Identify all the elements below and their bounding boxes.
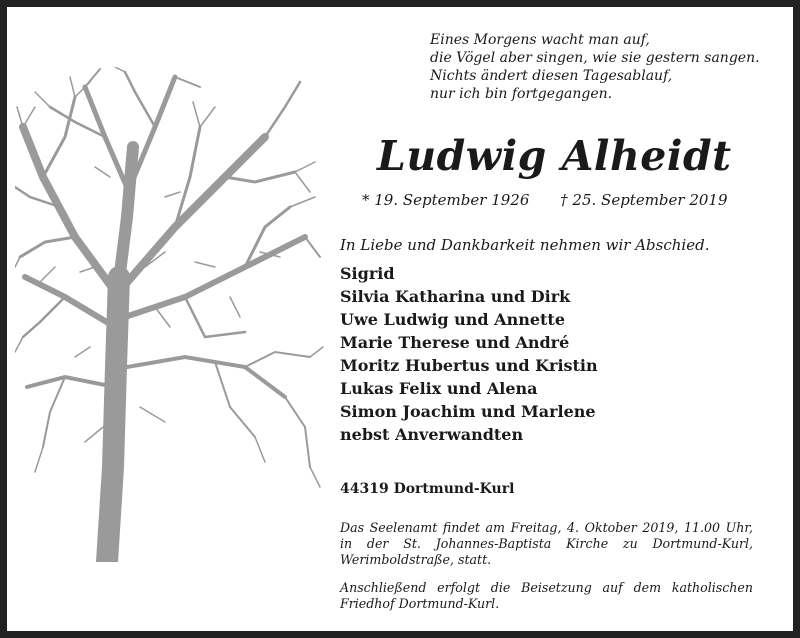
poem-line: nur ich bin fortgegangen. [430, 86, 613, 102]
service-notice: Das Seelenamt findet am Freitag, 4. Oktober 2019, 11.00 Uhr, in der St. Johannes-Baptista Kirche zu Dortmund-Kurl, Werimboldstraße, statt. [340, 520, 753, 567]
farewell-line: In Liebe und Dankbarkeit nehmen wir Abschied. [340, 236, 710, 254]
place: 44319 Dortmund-Kurl [340, 481, 515, 497]
family-member: Silvia Katharina und Dirk [340, 287, 571, 306]
family-member: Sigrid [340, 264, 395, 283]
life-dates [362, 189, 762, 211]
poem-line: Nichts ändert diesen Tagesablauf, [430, 68, 673, 84]
poem-line: Eines Morgens wacht man auf, [430, 32, 650, 48]
birth-date: * 19. September 1926 [362, 191, 530, 209]
family-member: Marie Therese und André [340, 333, 570, 352]
family-member: nebst Anverwandten [340, 425, 524, 444]
family-list [340, 262, 780, 446]
deceased-name: Ludwig Alheidt [377, 132, 732, 180]
family-member: Lukas Felix und Alena [340, 379, 538, 398]
family-member: Moritz Hubertus und Kristin [340, 356, 598, 375]
family-member: Simon Joachim und Marlene [340, 402, 596, 421]
bare-tree-illustration [15, 67, 325, 562]
poem [430, 31, 790, 103]
burial-notice: Anschließend erfolgt die Beisetzung auf dem katholischen Friedhof Dortmund-Kurl. [340, 580, 753, 611]
poem-line: die Vögel aber singen, wie sie gestern sangen. [430, 50, 760, 66]
death-date: † 25. September 2019 [560, 191, 728, 209]
family-member: Uwe Ludwig und Annette [340, 310, 565, 329]
